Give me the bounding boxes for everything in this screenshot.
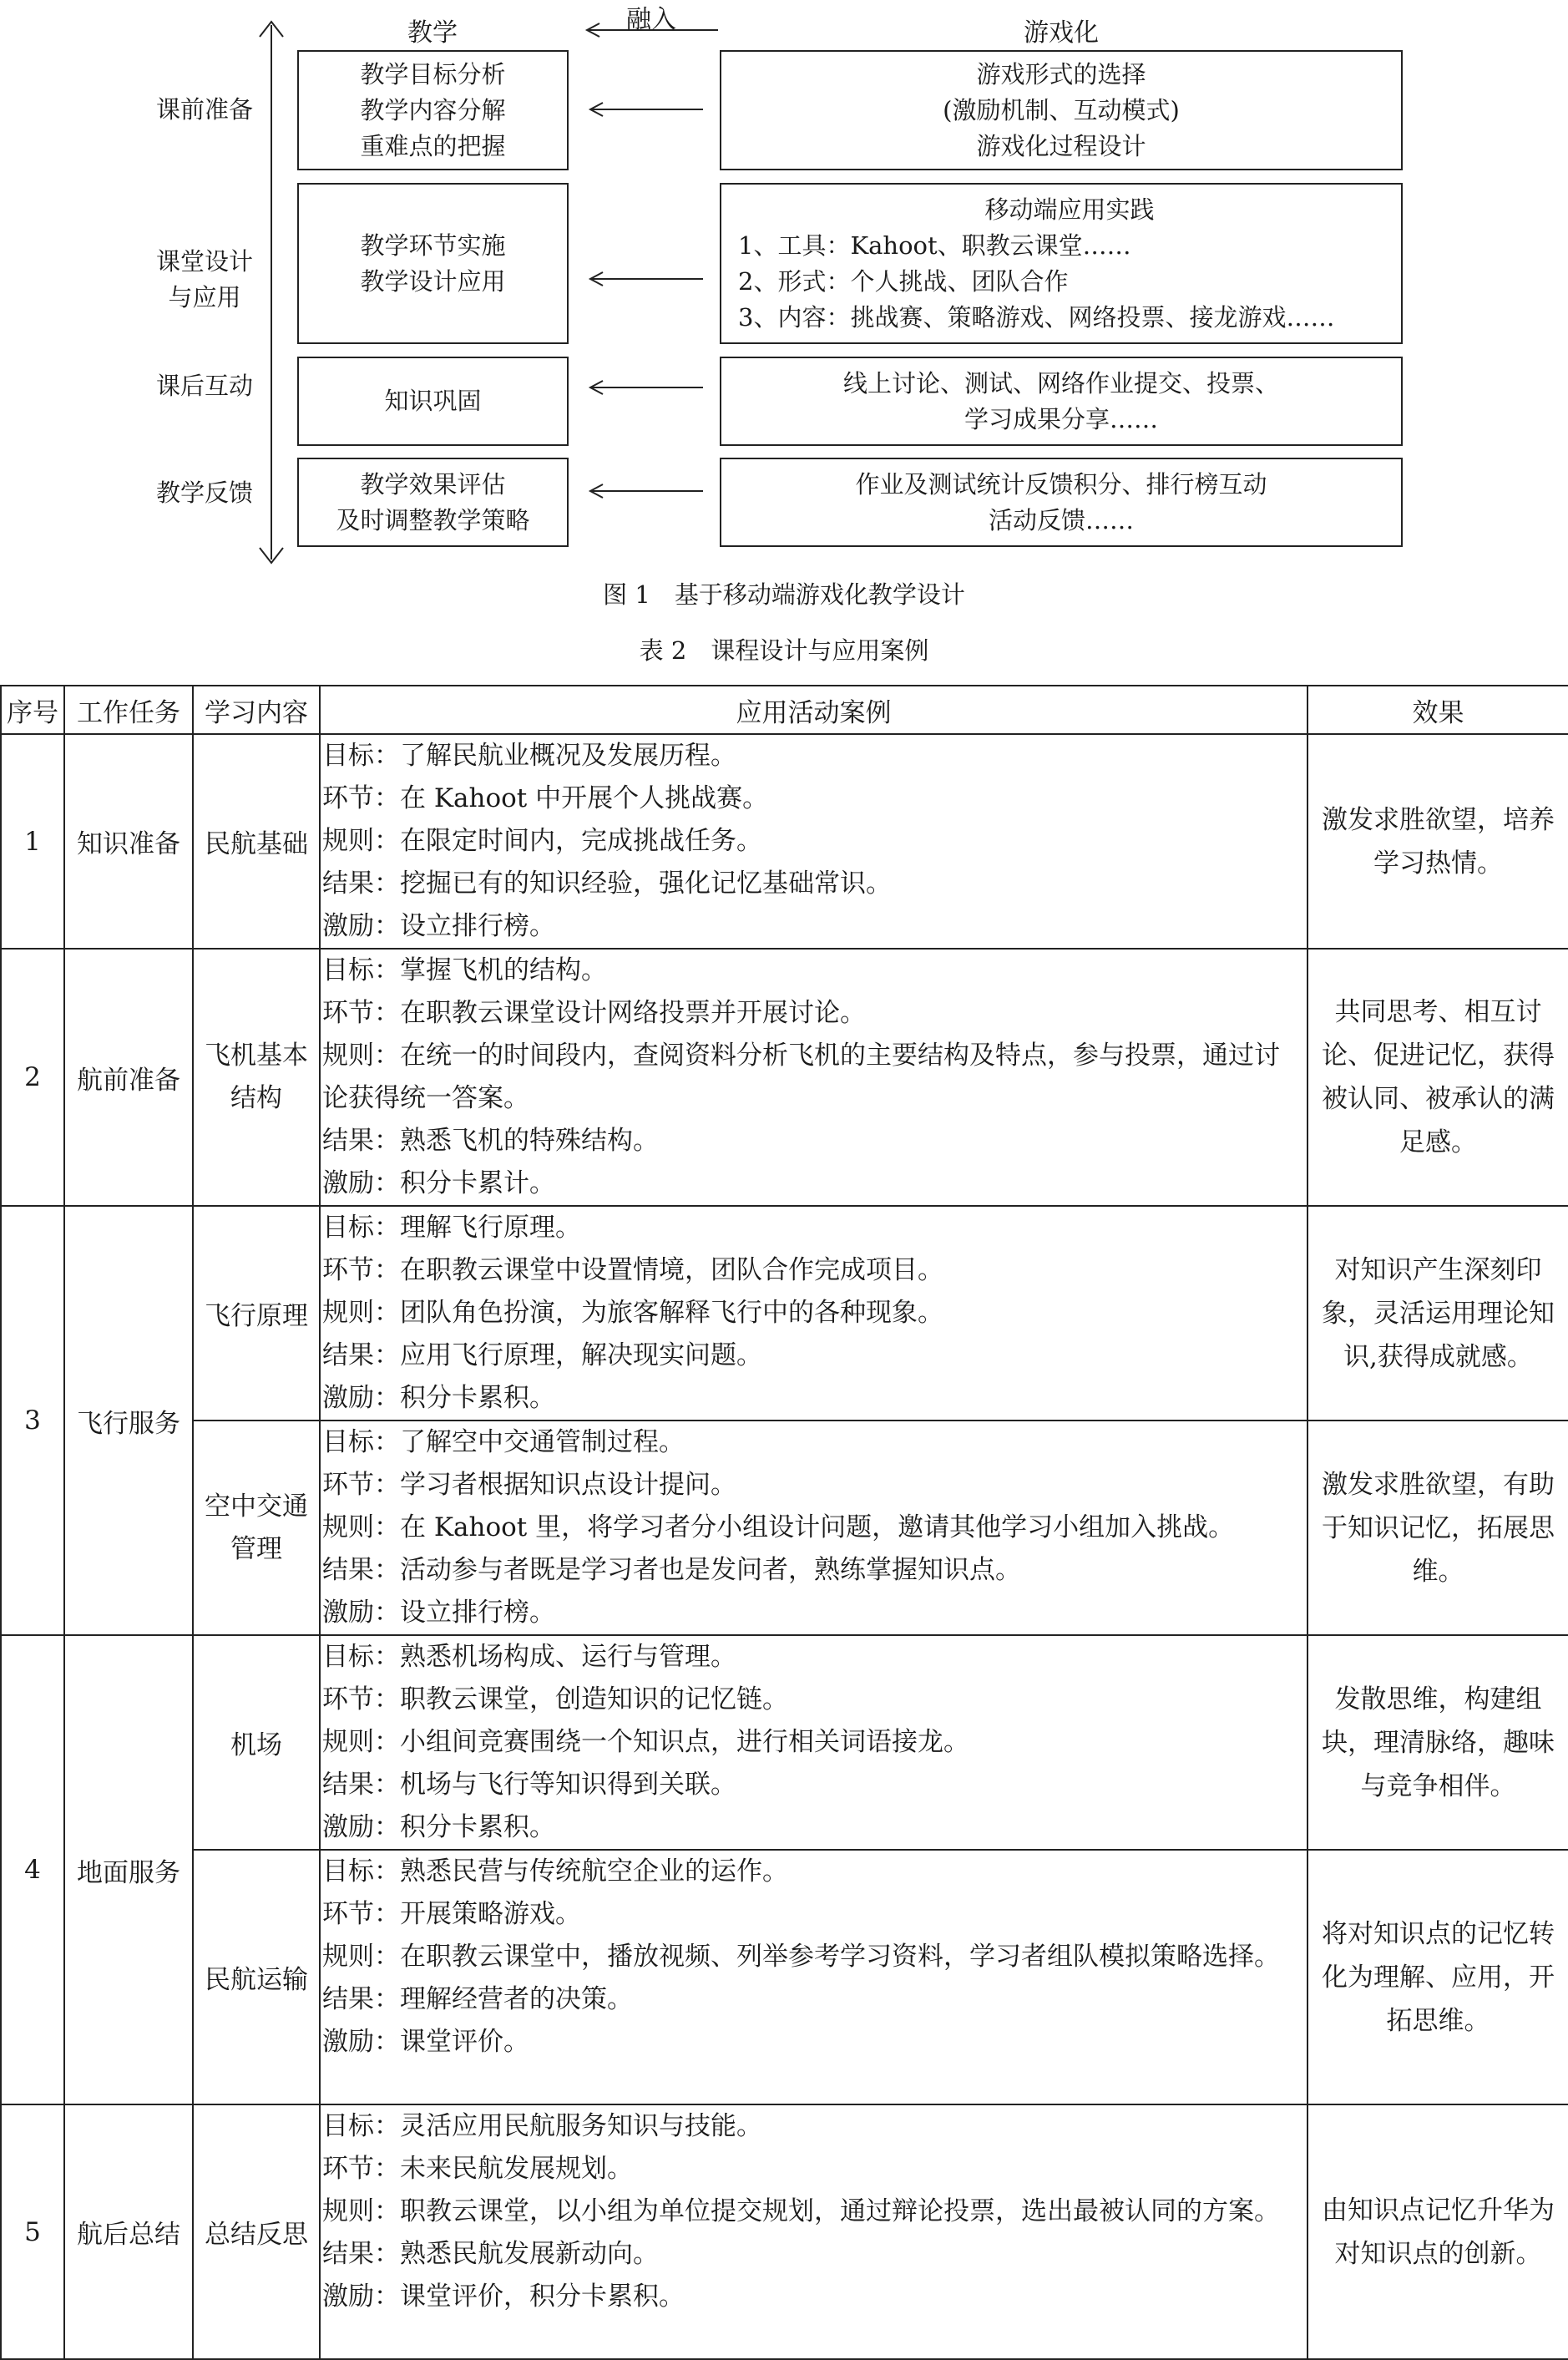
table-row	[1, 949, 1568, 1206]
header-effect: 效果	[1308, 686, 1568, 734]
row-effect: 由知识点记忆升华为对知识点的创新。	[1308, 2104, 1568, 2359]
row-effect: 发散思维，构建组块，理清脉络，趣味与竞争相伴。	[1308, 1635, 1568, 1850]
row-content: 飞行原理	[193, 1206, 320, 1421]
row-task: 航后总结	[64, 2104, 193, 2359]
row-task: 飞行服务	[64, 1206, 193, 1635]
header-activity: 应用活动案例	[320, 686, 1308, 734]
timeline-arrow-top	[260, 22, 283, 37]
row-content: 总结反思	[193, 2104, 320, 2359]
row-content: 空中交通 管理	[193, 1421, 320, 1635]
row-effect: 对知识产生深刻印象，灵活运用理论知识,获得成就感。	[1308, 1206, 1568, 1421]
row-activity: 目标：了解民航业概况及发展历程。 环节：在 Kahoot 中开展个人挑战赛。 规则：在限定时间内，完成挑战任务。 结果：挖掘已有的知识经验，强化记忆基础常识。 激励：设立排行榜。	[320, 734, 1308, 949]
row-activity: 目标：灵活应用民航服务知识与技能。 环节：未来民航发展规划。 规则：职教云课堂，以小组为单位提交规划，通过辩论投票，选出最被认同的方案。 结果：熟悉民航发展新动向。 激励：课堂评价，积分卡累积。	[320, 2104, 1308, 2359]
row-task: 航前准备	[64, 949, 193, 1206]
row-activity: 目标：熟悉机场构成、运行与管理。 环节：职教云课堂，创造知识的记忆链。 规则：小组间竞赛围绕一个知识点，进行相关词语接龙。 结果：机场与飞行等知识得到关联。 激励：积分卡累积。	[320, 1635, 1308, 1850]
gamification-box: 线上讨论、测试、网络作业提交、投票、 学习成果分享……	[720, 357, 1403, 446]
row-content: 民航基础	[193, 734, 320, 949]
header-gamification: 游戏化	[1024, 18, 1099, 48]
teaching-box: 教学目标分析 教学内容分解 重难点的把握	[297, 50, 569, 170]
row-no: 2	[1, 949, 64, 1206]
table-row	[1, 1421, 1568, 1635]
table-row	[1, 734, 1568, 949]
row-content: 机场	[193, 1635, 320, 1850]
header-no: 序号	[1, 686, 64, 734]
table-row	[1, 1206, 1568, 1421]
header-task: 工作任务	[64, 686, 193, 734]
row-no: 5	[1, 2104, 64, 2359]
header-content: 学习内容	[193, 686, 320, 734]
row-activity: 目标：掌握飞机的结构。 环节：在职教云课堂设计网络投票并开展讨论。 规则：在统一的时间段内，查阅资料分析飞机的主要结构及特点，参与投票，通过讨论获得统一答案。 结果：熟悉飞机的特殊结构。 激励：积分卡累计。	[320, 949, 1308, 1206]
figure-caption: 图 1 基于移动端游戏化教学设计	[603, 580, 965, 609]
table-header-row	[1, 686, 1568, 734]
timeline-arrow-bottom	[260, 548, 283, 563]
stage-label: 课堂设计 与应用	[155, 247, 253, 311]
teaching-box: 教学效果评估 及时调整教学策略	[297, 458, 569, 547]
row-no: 4	[1, 1635, 64, 2104]
gamification-box: 游戏形式的选择 (激励机制、互动模式) 游戏化过程设计	[720, 50, 1403, 170]
table-row	[1, 1850, 1568, 2104]
row-activity: 目标：了解空中交通管制过程。 环节：学习者根据知识点设计提问。 规则：在 Kahoot 里，将学习者分小组设计问题，邀请其他学习小组加入挑战。 结果：活动参与者既是学习者也是发问者，熟练掌握知识点。 激励：设立排行榜。	[320, 1421, 1308, 1635]
row-task: 地面服务	[64, 1635, 193, 2104]
row-no: 3	[1, 1206, 64, 1635]
gamification-box: 作业及测试统计反馈积分、排行榜互动 活动反馈……	[720, 458, 1403, 547]
course-table	[0, 685, 1568, 2360]
row-no: 1	[1, 734, 64, 949]
stage-label: 教学反馈	[155, 479, 253, 507]
table-row	[1, 1635, 1568, 1850]
stage-label: 课后互动	[155, 372, 253, 400]
row-activity: 目标：熟悉民营与传统航空企业的运作。 环节：开展策略游戏。 规则：在职教云课堂中，播放视频、列举参考学习资料，学习者组队模拟策略选择。 结果：理解经营者的决策。 激励：课堂评价。	[320, 1850, 1308, 2104]
stage-label: 课前准备	[155, 95, 253, 124]
header-merge: 融入	[626, 5, 676, 34]
row-activity: 目标：理解飞行原理。 环节：在职教云课堂中设置情境，团队合作完成项目。 规则：团队角色扮演，为旅客解释飞行中的各种现象。 结果：应用飞行原理，解决现实问题。 激励：积分卡累积。	[320, 1206, 1308, 1421]
row-content: 民航运输	[193, 1850, 320, 2104]
row-content: 飞机基本 结构	[193, 949, 320, 1206]
row-effect: 激发求胜欲望，培养学习热情。	[1308, 734, 1568, 949]
teaching-box: 教学环节实施 教学设计应用	[297, 183, 569, 344]
row-effect: 将对知识点的记忆转化为理解、应用，开拓思维。	[1308, 1850, 1568, 2104]
gamification-box: 移动端应用实践 1、工具：Kahoot、职教云课堂…… 2、形式：个人挑战、团队合作 3、内容：挑战赛、策略游戏、网络投票、接龙游戏……	[720, 183, 1403, 344]
row-task: 知识准备	[64, 734, 193, 949]
table-caption: 表 2 课程设计与应用案例	[639, 636, 929, 665]
table-row	[1, 2104, 1568, 2359]
header-teaching: 教学	[407, 18, 458, 48]
row-effect: 激发求胜欲望，有助于知识记忆，拓展思维。	[1308, 1421, 1568, 1635]
teaching-box: 知识巩固	[297, 357, 569, 446]
row-effect: 共同思考、相互讨论、促进记忆，获得被认同、被承认的满足感。	[1308, 949, 1568, 1206]
